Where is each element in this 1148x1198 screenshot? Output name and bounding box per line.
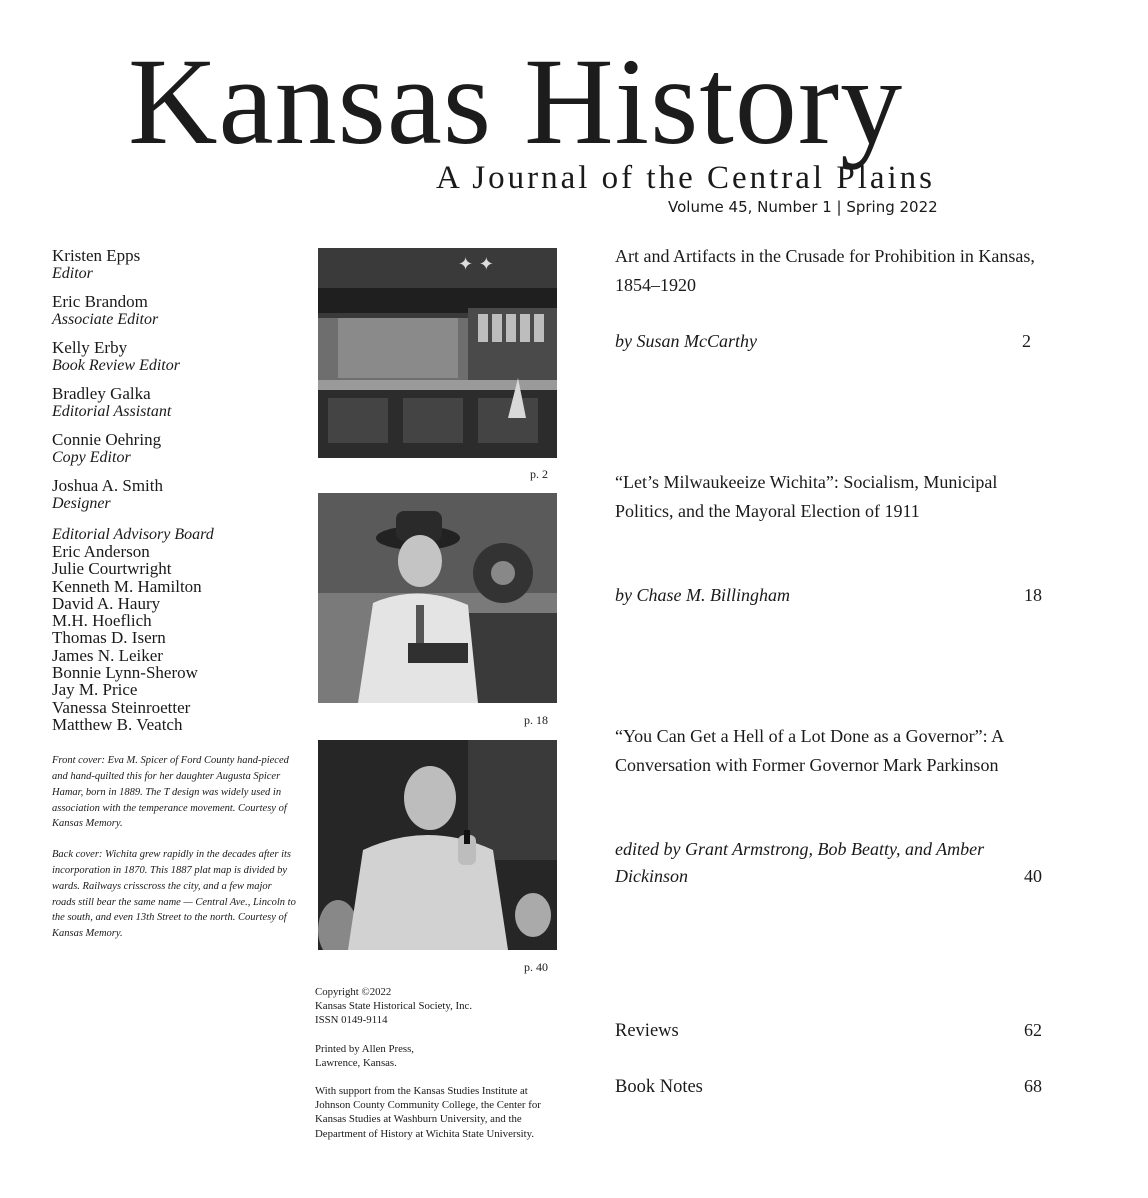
toc-page-number: 2 [1022,331,1031,351]
board-member: Bonnie Lynn-Sherow [52,663,198,683]
toc-article-byline: by Susan McCarthy [615,331,757,351]
board-member: James N. Leiker [52,645,163,665]
saloon-bar-photo [318,248,557,458]
toc-page-number: 62 [1024,1020,1042,1040]
advisory-board-title: Editorial Advisory Board [52,526,214,543]
board-member: Eric Anderson [52,542,150,561]
staff-role: Designer [52,495,111,512]
board-member: David A. Haury [52,593,161,613]
staff-role: Copy Editor [52,449,131,466]
toc-article-byline: by Chase M. Billingham [615,585,790,605]
staff-name: Bradley Galka [52,384,151,403]
front-cover-note: Front cover: Eva M. Spicer of Ford County hand-pieced and hand-quilted this for her daughter Augusta Spicer Hamar, born in 1889. The T design was widely used in association with the temperance movement. Courtesy of Kansas Memory. [52,755,289,830]
toc-article-title[interactable]: Art and Artifacts in the Crusade for Prohibition in Kansas, 1854–1920 [615,246,1035,295]
toc-book-notes[interactable]: Book Notes [615,1077,703,1097]
speaker-photo [318,740,557,950]
publisher-line: Kansas State Historical Society, Inc. [315,1000,473,1013]
toc-article-title[interactable]: “Let’s Milwaukeeize Wichita”: Socialism, Municipal Politics, and the Mayoral Election of 1911 [615,472,998,521]
staff-name: Joshua A. Smith [52,476,163,495]
svg-text:✦ ✦: ✦ ✦ [458,254,494,275]
staff-role: Associate Editor [52,311,159,328]
journal-title: Kansas History [128,33,904,170]
back-cover-note: Back cover: Wichita grew rapidly in the decades after its incorporation in 1870. This 1887 plat map is divided by wards. Railways crisscross the city, and a few major roads still bear the same name — Central Ave., Lincoln to the south, and even 13th Street to the north. Courtesy of Kansas Memory. [52,849,296,940]
staff-entry [52,339,302,374]
board-member: M.H. Hoeflich [52,611,152,631]
staff-entry [52,431,302,466]
staff-entry [52,293,302,328]
board-member: Kenneth M. Hamilton [52,576,202,596]
copyright-block [315,985,555,1155]
staff-name: Kristen Epps [52,246,141,265]
support-note: With support from the Kansas Studies Institute at Johnson County Community College, the Center for Kansas Studies at Washburn University, and the Department of History at Wichita State University. [315,1085,541,1140]
toc-page-number: 68 [1024,1076,1042,1096]
toc-article-byline: edited by Grant Armstrong, Bob Beatty, and Amber Dickinson [615,839,985,886]
staff-entry [52,385,302,420]
workman-photo [318,493,557,703]
photo-caption: p. 40 [524,960,548,974]
toc-page-number: 18 [1024,585,1042,605]
board-member: Julie Courtwright [52,559,172,579]
staff-entry [52,477,302,512]
board-member: Thomas D. Isern [52,628,166,648]
copyright-line: Copyright ©2022 [315,986,392,998]
photo-caption: p. 18 [524,713,548,727]
advisory-board-list [52,543,302,733]
toc-reviews[interactable]: Reviews [615,1021,679,1041]
staff-role: Editorial Assistant [52,403,172,420]
journal-subtitle: A Journal of the Central Plains [436,160,936,196]
printer-location: Lawrence, Kansas. [315,1056,397,1069]
board-member: Matthew B. Veatch [52,714,183,734]
staff-name: Connie Oehring [52,430,162,449]
printer-line: Printed by Allen Press, [315,1042,414,1055]
board-member: Jay M. Price [52,680,138,700]
staff-role: Editor [52,265,93,282]
photo-caption: p. 2 [530,467,548,481]
staff-name: Kelly Erby [52,338,128,357]
issn-line: ISSN 0149-9114 [315,1014,388,1027]
board-member: Vanessa Steinroetter [52,697,191,717]
staff-entry [52,247,302,282]
toc-page-number: 40 [1024,866,1042,886]
staff-list [52,247,302,942]
issue-info: Volume 45, Number 1 | Spring 2022 [668,198,938,216]
staff-name: Eric Brandom [52,292,148,311]
toc-article-title[interactable]: “You Can Get a Hell of a Lot Done as a Governor”: A Conversation with Former Governor Mark Parkinson [615,726,1004,775]
staff-role: Book Review Editor [52,357,180,374]
